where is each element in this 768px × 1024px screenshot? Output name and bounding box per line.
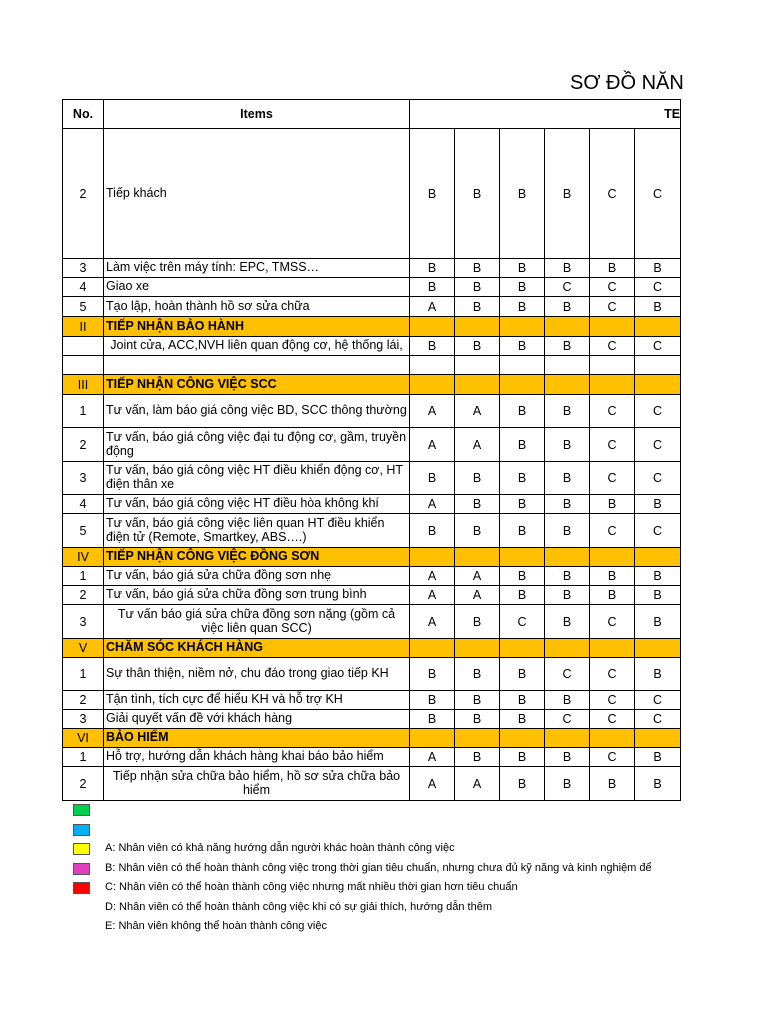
row-number: 2 — [63, 691, 104, 710]
grade-cell — [635, 375, 681, 395]
grade-cell — [410, 356, 455, 375]
table-row — [63, 586, 681, 605]
grade-cell — [590, 317, 635, 337]
section-row — [63, 375, 681, 395]
table-row — [63, 428, 681, 462]
grade-cell: A — [455, 767, 500, 801]
grade-cell: C — [545, 658, 590, 691]
grade-cell: A — [410, 605, 455, 639]
grade-cell — [410, 317, 455, 337]
table-row — [63, 129, 681, 259]
row-number: 2 — [63, 767, 104, 801]
section-row — [63, 317, 681, 337]
grade-cell: C — [635, 278, 681, 297]
row-item: Tận tình, tích cực để hiểu KH và hỗ trợ KH — [104, 691, 410, 710]
grade-cell: A — [410, 748, 455, 767]
grade-cell: C — [590, 658, 635, 691]
grade-cell: B — [410, 129, 455, 259]
grade-cell: B — [455, 297, 500, 317]
grade-cell: B — [455, 514, 500, 548]
row-number: 1 — [63, 658, 104, 691]
header-items: Items — [104, 100, 410, 129]
grade-cell: B — [455, 129, 500, 259]
header-group-label: TE — [664, 107, 681, 121]
section-title: TIẾP NHẬN CÔNG VIỆC ĐỒNG SƠN — [104, 548, 410, 567]
grade-cell — [500, 317, 545, 337]
grade-cell: C — [635, 129, 681, 259]
table-row — [63, 767, 681, 801]
row-item: Tư vấn, báo giá công việc HT điều hòa không khí — [104, 495, 410, 514]
grade-cell — [545, 729, 590, 748]
page-title: SƠ ĐỒ NĂN — [570, 72, 684, 94]
row-item: Tư vấn, làm báo giá công việc BD, SCC thông thường — [104, 395, 410, 428]
grade-cell: B — [455, 462, 500, 495]
grade-cell: C — [545, 710, 590, 729]
row-number: 3 — [63, 605, 104, 639]
grade-cell: B — [545, 586, 590, 605]
grade-cell: C — [635, 337, 681, 356]
grade-cell: B — [500, 710, 545, 729]
row-item: Làm việc trên máy tính: EPC, TMSS… — [104, 259, 410, 278]
grade-cell — [500, 356, 545, 375]
grade-cell: B — [545, 567, 590, 586]
grade-cell — [545, 548, 590, 567]
table-row — [63, 278, 681, 297]
grade-cell: C — [590, 691, 635, 710]
grade-cell: A — [455, 567, 500, 586]
header-no: No. — [63, 100, 104, 129]
grade-cell: B — [500, 658, 545, 691]
section-row — [63, 639, 681, 658]
grade-cell — [455, 639, 500, 658]
legend-text: A: Nhân viên có khả năng hướng dẫn người khác hoàn thành công việc — [105, 842, 455, 854]
row-item: Tư vấn, báo giá công việc đại tu động cơ, gầm, truyền động — [104, 428, 410, 462]
grade-cell: A — [410, 495, 455, 514]
grade-cell: B — [410, 278, 455, 297]
grade-cell: C — [635, 710, 681, 729]
grade-cell: C — [590, 710, 635, 729]
grade-cell: C — [590, 278, 635, 297]
table-row — [63, 259, 681, 278]
grade-cell: B — [500, 259, 545, 278]
grade-cell: C — [590, 462, 635, 495]
grade-cell: B — [500, 297, 545, 317]
grade-cell: B — [500, 462, 545, 495]
grade-cell: B — [635, 586, 681, 605]
grade-cell: A — [455, 395, 500, 428]
grade-cell — [635, 639, 681, 658]
row-item: Tiếp nhận sửa chữa bảo hiểm, hồ sơ sửa chữa bảo hiểm — [104, 767, 410, 801]
grade-cell: B — [500, 495, 545, 514]
grade-cell — [545, 639, 590, 658]
grade-cell: A — [410, 586, 455, 605]
yellow-swatch — [73, 843, 90, 855]
grade-cell: B — [545, 297, 590, 317]
table-body — [63, 100, 681, 801]
grade-cell: C — [590, 748, 635, 767]
competency-grid — [62, 99, 681, 802]
grade-cell: B — [500, 278, 545, 297]
grade-cell: B — [455, 710, 500, 729]
row-item: Tiếp khách — [104, 129, 410, 259]
row-item: Tư vấn, báo giá công việc HT điều khiển động cơ, HT điện thân xe — [104, 462, 410, 495]
grade-cell — [545, 356, 590, 375]
row-item — [104, 356, 410, 375]
section-number: III — [63, 375, 104, 395]
table-row — [63, 710, 681, 729]
grade-cell: B — [410, 259, 455, 278]
grade-cell: A — [410, 767, 455, 801]
table-row — [63, 605, 681, 639]
green-swatch — [73, 804, 90, 816]
grade-cell: B — [590, 259, 635, 278]
section-title: BẢO HIỂM — [104, 729, 410, 748]
grade-cell: B — [455, 658, 500, 691]
grade-cell: B — [635, 767, 681, 801]
table-row — [63, 514, 681, 548]
row-number: 4 — [63, 278, 104, 297]
grade-cell — [500, 548, 545, 567]
row-number: 2 — [63, 586, 104, 605]
grade-cell — [635, 356, 681, 375]
grade-cell — [590, 356, 635, 375]
grade-cell — [455, 317, 500, 337]
section-row — [63, 548, 681, 567]
section-number: V — [63, 639, 104, 658]
grade-cell: B — [635, 567, 681, 586]
grade-cell — [410, 548, 455, 567]
grade-cell: B — [635, 658, 681, 691]
grade-cell — [635, 548, 681, 567]
grade-cell — [590, 729, 635, 748]
row-number: 5 — [63, 514, 104, 548]
grade-cell — [590, 548, 635, 567]
grade-cell: C — [590, 337, 635, 356]
row-number: 1 — [63, 395, 104, 428]
grade-cell: B — [635, 297, 681, 317]
grade-cell: B — [545, 428, 590, 462]
grade-cell — [500, 639, 545, 658]
row-item — [104, 337, 410, 356]
grade-cell: B — [590, 495, 635, 514]
grade-cell: B — [545, 767, 590, 801]
grade-cell: B — [545, 259, 590, 278]
grade-cell: B — [410, 514, 455, 548]
magenta-swatch — [73, 863, 90, 875]
grade-cell: B — [500, 514, 545, 548]
header-group — [410, 100, 681, 129]
grade-cell: C — [590, 129, 635, 259]
grade-cell: B — [545, 462, 590, 495]
section-row — [63, 729, 681, 748]
grade-cell: B — [500, 567, 545, 586]
grade-cell: B — [500, 586, 545, 605]
legend-text: C: Nhân viên có thể hoàn thành công việc nhưng mất nhiều thời gian hơn tiêu chuẩn — [105, 881, 518, 893]
grade-cell — [590, 375, 635, 395]
row-number: 3 — [63, 462, 104, 495]
grade-cell: B — [410, 462, 455, 495]
grade-cell — [410, 729, 455, 748]
grade-cell — [410, 375, 455, 395]
grade-cell: B — [545, 337, 590, 356]
grade-cell — [500, 729, 545, 748]
table-row — [63, 462, 681, 495]
grade-cell: A — [410, 428, 455, 462]
grade-cell: B — [590, 767, 635, 801]
grade-cell: B — [500, 428, 545, 462]
grade-cell — [455, 729, 500, 748]
grade-cell: B — [590, 586, 635, 605]
grade-cell — [455, 356, 500, 375]
grade-cell: C — [635, 428, 681, 462]
grade-cell: B — [545, 129, 590, 259]
grade-cell: B — [545, 514, 590, 548]
row-item: Hỗ trợ, hướng dẫn khách hàng khai báo bảo hiểm — [104, 748, 410, 767]
grade-cell: B — [410, 710, 455, 729]
grade-cell: C — [500, 605, 545, 639]
row-item: Tư vấn, báo giá công việc liên quan HT điều khiển điện tử (Remote, Smartkey, ABS….) — [104, 514, 410, 548]
table-row — [63, 337, 681, 356]
grade-cell: B — [455, 259, 500, 278]
row-item: Sự thân thiện, niềm nở, chu đáo trong giao tiếp KH — [104, 658, 410, 691]
grade-cell: B — [635, 259, 681, 278]
grade-cell: B — [500, 129, 545, 259]
grade-cell: B — [455, 278, 500, 297]
grade-cell: B — [545, 748, 590, 767]
grade-cell: C — [590, 514, 635, 548]
grade-cell — [635, 317, 681, 337]
row-number: 4 — [63, 495, 104, 514]
blank-row — [63, 356, 681, 375]
grade-cell: A — [455, 428, 500, 462]
grade-cell — [500, 375, 545, 395]
grade-cell: B — [635, 495, 681, 514]
table-row — [63, 495, 681, 514]
row-number: 2 — [63, 129, 104, 259]
section-title: CHĂM SÓC KHÁCH HÀNG — [104, 639, 410, 658]
legend-text: D: Nhân viên có thể hoàn thành công việc khi có sự giải thích, hướng dẫn thêm — [105, 900, 493, 913]
grade-cell: A — [410, 297, 455, 317]
grade-cell: B — [500, 691, 545, 710]
table-row — [63, 297, 681, 317]
grade-cell: B — [635, 605, 681, 639]
grade-cell: B — [410, 691, 455, 710]
grade-cell: B — [545, 495, 590, 514]
row-number: 5 — [63, 297, 104, 317]
row-item: Tư vấn, báo giá sửa chữa đồng sơn trung bình — [104, 586, 410, 605]
grade-cell: B — [455, 691, 500, 710]
grade-cell — [410, 639, 455, 658]
grade-cell: B — [545, 691, 590, 710]
row-number: 1 — [63, 567, 104, 586]
row-item: Tư vấn, báo giá sửa chữa đồng sơn nhẹ — [104, 567, 410, 586]
grade-cell — [590, 639, 635, 658]
grade-cell — [635, 729, 681, 748]
grade-cell — [545, 317, 590, 337]
grade-cell: B — [410, 658, 455, 691]
grade-cell: B — [545, 605, 590, 639]
row-item-text: Joint cửa, ACC,NVH liên quan động cơ, hệ thống lái, — [110, 338, 403, 352]
section-number: VI — [63, 729, 104, 748]
legend-text: E: Nhân viên không thể hoàn thành công việc — [105, 920, 327, 932]
table-row — [63, 395, 681, 428]
grade-cell: C — [635, 462, 681, 495]
row-item: Giải quyết vấn đề với khách hàng — [104, 710, 410, 729]
section-number: IV — [63, 548, 104, 567]
table-row — [63, 691, 681, 710]
grade-cell: B — [455, 605, 500, 639]
row-item: Giao xe — [104, 278, 410, 297]
grade-cell: B — [500, 337, 545, 356]
row-number: 1 — [63, 748, 104, 767]
red-swatch — [73, 882, 90, 894]
grade-cell: C — [590, 395, 635, 428]
grade-cell: B — [500, 748, 545, 767]
row-no — [63, 356, 104, 375]
grade-cell: B — [635, 748, 681, 767]
row-number: 3 — [63, 259, 104, 278]
grade-cell: C — [590, 605, 635, 639]
row-number: 2 — [63, 428, 104, 462]
grade-cell: B — [500, 395, 545, 428]
table-row — [63, 567, 681, 586]
legend-text: B: Nhân viên có thể hoàn thành công việc trong thời gian tiêu chuẩn, nhưng chưa đủ kỹ năng và kinh nghiệm để — [105, 861, 652, 874]
grade-cell: C — [635, 514, 681, 548]
grade-cell: B — [455, 337, 500, 356]
grade-cell — [455, 548, 500, 567]
section-title: TIẾP NHẬN CÔNG VIỆC SCC — [104, 375, 410, 395]
row-number: 3 — [63, 710, 104, 729]
grade-cell: C — [590, 428, 635, 462]
grade-cell: B — [545, 395, 590, 428]
grade-cell: A — [410, 567, 455, 586]
grade-cell: B — [590, 567, 635, 586]
grade-cell: C — [590, 297, 635, 317]
grade-cell — [455, 375, 500, 395]
grade-cell: A — [455, 586, 500, 605]
grade-cell: B — [500, 767, 545, 801]
grade-cell: C — [545, 278, 590, 297]
grade-cell: A — [410, 395, 455, 428]
table-row — [63, 748, 681, 767]
competency-table — [62, 99, 681, 801]
section-number: II — [63, 317, 104, 337]
table-row — [63, 658, 681, 691]
section-title: TIẾP NHẬN BẢO HÀNH — [104, 317, 410, 337]
grade-cell: C — [635, 395, 681, 428]
row-number — [63, 337, 104, 356]
row-item: Tư vấn báo giá sửa chữa đồng sơn nặng (gồm cả việc liên quan SCC) — [104, 605, 410, 639]
header-row — [63, 100, 681, 129]
grade-cell: B — [410, 337, 455, 356]
grade-cell — [545, 375, 590, 395]
grade-cell: B — [455, 495, 500, 514]
row-item: Tạo lập, hoàn thành hồ sơ sửa chữa — [104, 297, 410, 317]
grade-cell: B — [455, 748, 500, 767]
grade-cell: C — [635, 691, 681, 710]
blue-swatch — [73, 824, 90, 836]
